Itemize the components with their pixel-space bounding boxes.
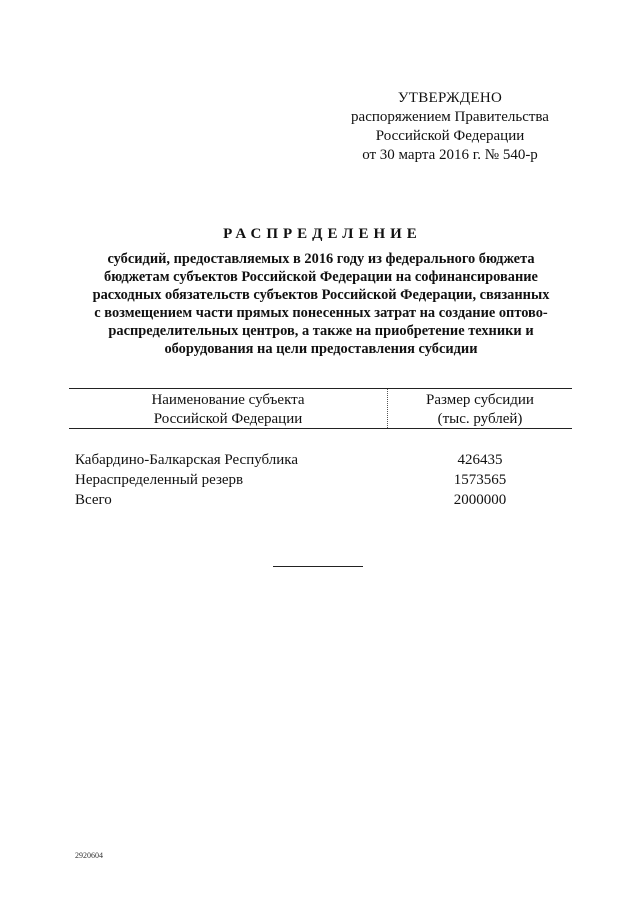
row-subject-name: Кабардино-Балкарская Республика: [75, 452, 299, 468]
approval-stamp: [330, 89, 570, 165]
header-subsidy-amount-line-2: (тыс. рублей): [437, 411, 523, 427]
approval-line-3: от 30 марта 2016 г. № 540-р: [362, 147, 538, 163]
subtitle-line: бюджетам субъектов Российской Федерации на софинансирование: [104, 269, 538, 285]
document-subtitle: [60, 250, 582, 358]
subtitle-line: субсидий, предоставляемых в 2016 году из федерального бюджета: [107, 251, 535, 267]
table-row: [0, 470, 640, 490]
table-row-total: [0, 490, 640, 510]
header-subsidy-amount: [388, 391, 572, 429]
header-subsidy-amount-line-1: Размер субсидии: [426, 392, 534, 408]
approval-title: УТВЕРЖДЕНО: [397, 90, 503, 106]
document-code: 2920604: [75, 851, 103, 860]
approval-line-1: распоряжением Правительства: [351, 109, 549, 125]
approval-line-2: Российской Федерации: [375, 128, 525, 144]
subtitle-line: оборудования на цели предоставления субсидии: [164, 341, 478, 357]
header-subject-name-line-1: Наименование субъекта: [151, 392, 305, 408]
row-subsidy-amount: 426435: [457, 452, 503, 468]
subtitle-line: расходных обязательств субъектов Российской Федерации, связанных: [92, 287, 550, 303]
row-subject-name: Нераспределенный резерв: [75, 472, 244, 488]
table-row: [0, 450, 640, 470]
table-top-rule: [69, 388, 572, 389]
subtitle-line: распределительных центров, а также на приобретение техники и: [108, 323, 534, 339]
document-end-rule: [273, 566, 363, 567]
row-total-label: Всего: [75, 492, 112, 508]
document-title: РАСПРЕДЕЛЕНИЕ: [223, 226, 422, 242]
header-subject-name-line-2: Российской Федерации: [153, 411, 303, 427]
row-subsidy-amount: 1573565: [453, 472, 507, 488]
header-subject-name: [69, 391, 387, 429]
row-total-amount: 2000000: [453, 492, 507, 508]
subtitle-line: с возмещением части прямых понесенных затрат на создание оптово-: [94, 305, 548, 321]
